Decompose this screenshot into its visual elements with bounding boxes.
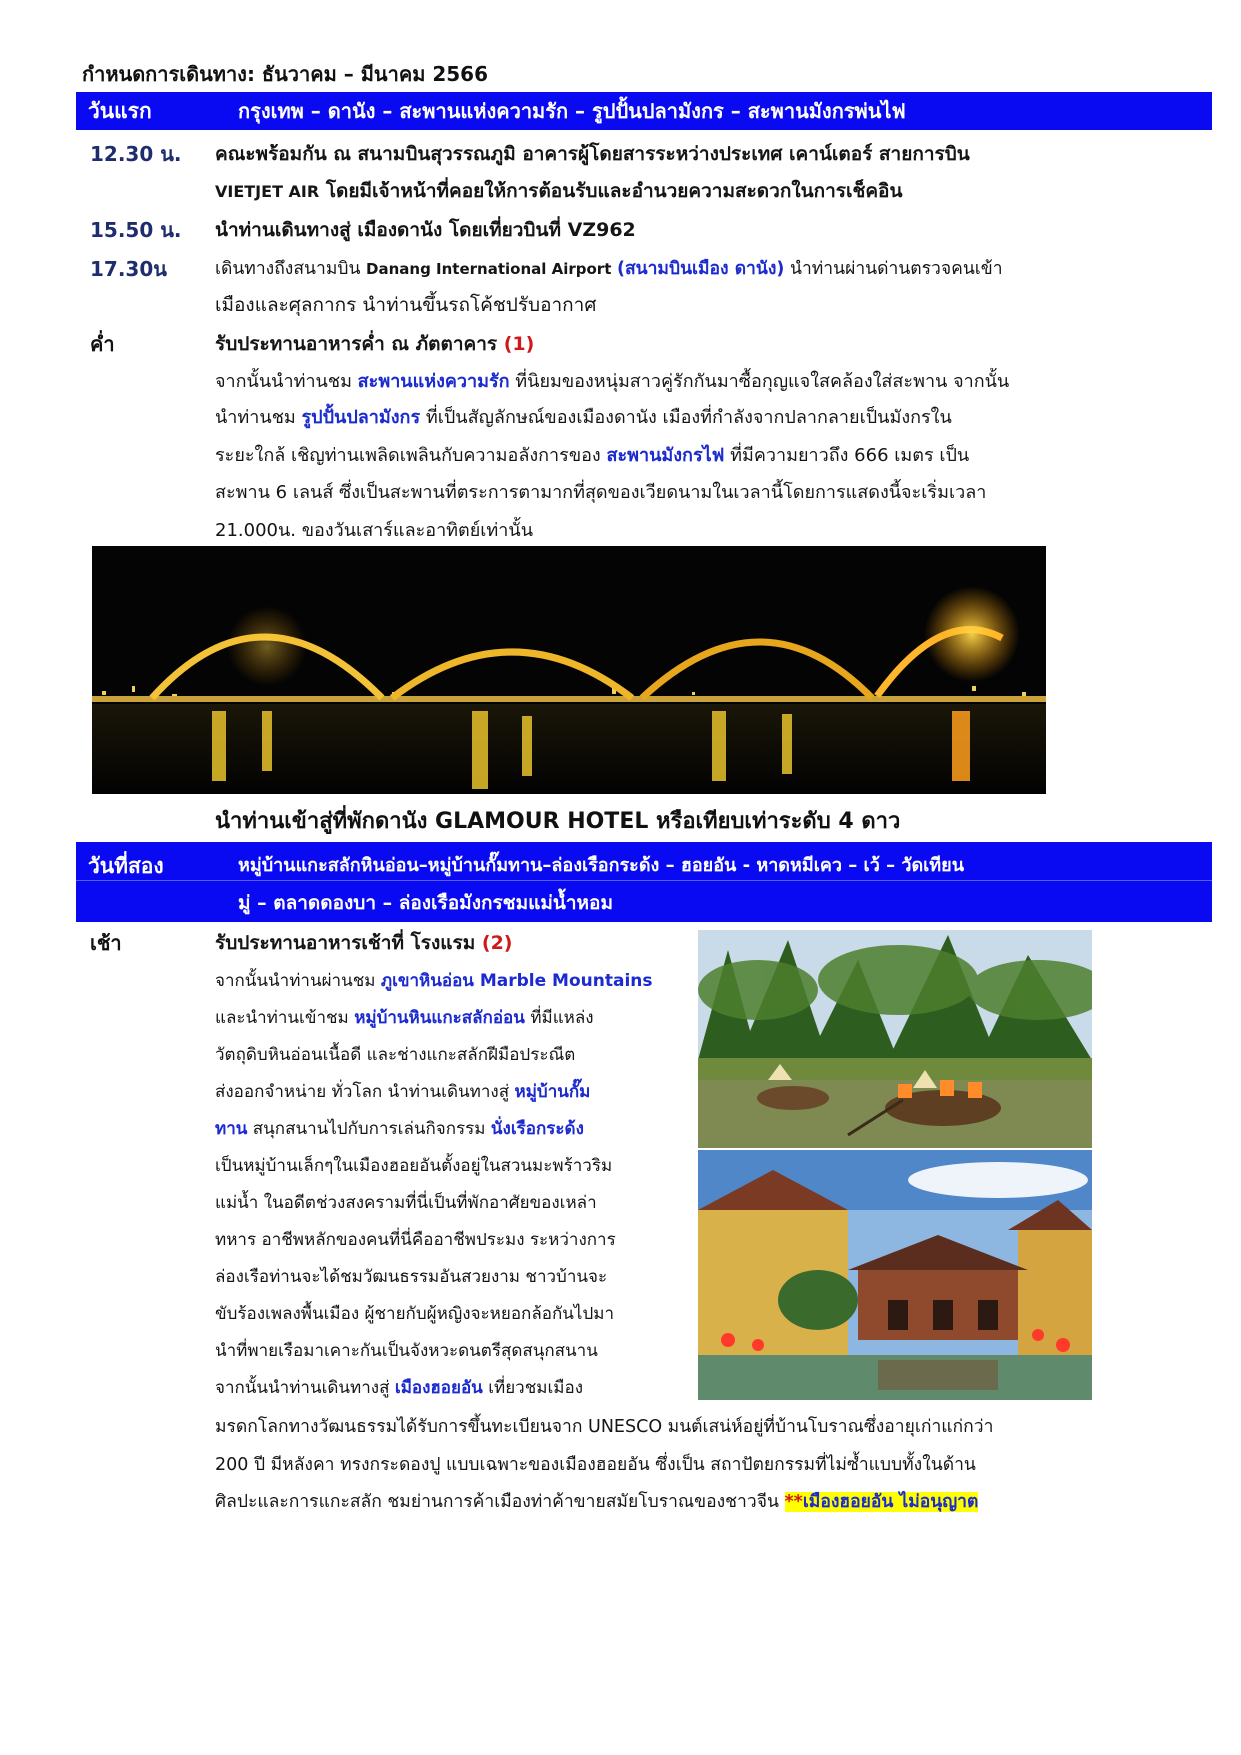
d2-l8: ทหาร อาชีพหลักของคนที่นี่คืออาชีพประมง ระหว่างการ	[215, 1230, 616, 1250]
kw-camthanh-2: ทาน	[215, 1119, 248, 1139]
d2-l1-a: จากนั้นนำท่านผ่านชม	[215, 971, 376, 991]
p1	[215, 365, 1009, 399]
time-1230: 12.30 น.	[90, 142, 182, 166]
meal-number-2: (2)	[481, 932, 513, 954]
d2-l6: เป็นหมู่บ้านเล็กๆในเมืองฮอยอันตั้งอยู่ในสวนมะพร้าวริม	[215, 1156, 613, 1176]
day2-title-line1: หมู่บ้านแกะสลักหินอ่อน–หมู่บ้านกั๊มทาน–ล่องเรือกระด้ง – ฮอยอัน - หาดหมีเคว – เว้ – วัดเทียน	[238, 855, 965, 876]
d2-l10: ขับร้องเพลงพื้นเมือง ผู้ชายกับผู้หญิงจะหยอกล้อกันไปมา	[215, 1304, 614, 1324]
airport-paren: (สนามบินเมือง ดานัง)	[616, 259, 785, 279]
p3-a: ระยะใกล้ เชิญท่านเพลิดเพลินกับความอลังการของ	[215, 445, 601, 466]
breakfast-line	[215, 926, 512, 960]
d2-l15-a: ศิลปะและการแกะสลัก ชมย่านการค้าเมืองท่าค้าขายสมัยโบราณของชาวจีน	[215, 1492, 779, 1512]
d2-l3: วัตถุดิบหินอ่อนเนื้อดี และช่างแกะสลักฝีมือประณีต	[215, 1045, 576, 1065]
dinner-label: ค่ำ	[90, 332, 115, 356]
t3-line2: เมืองและศุลกากร นำท่านขึ้นรถโค้ชปรับอากาศ	[215, 294, 597, 316]
kw-marble-mountains: ภูเขาหินอ่อน Marble Mountains	[380, 971, 653, 991]
dinner-line	[215, 327, 534, 361]
t3-line1	[215, 252, 1003, 286]
kw-basket-boat: นั่งเรือกระด้ง	[490, 1119, 584, 1139]
dinner-text: รับประทานอาหารค่ำ ณ ภัตตาคาร	[215, 333, 498, 355]
p1-a: จากนั้นนำท่านชม	[215, 371, 352, 392]
t1-line2	[215, 174, 902, 209]
d2-l7: แม่น้ำ ในอดีตช่วงสงครามที่นี่เป็นที่พักอาศัยของเหล่า	[215, 1193, 597, 1213]
p3-b: ที่มีความยาวถึง 666 เมตร เป็น	[730, 445, 970, 466]
breakfast-label: เช้า	[90, 931, 122, 955]
day2-title-line2: มู่ – ตลาดดองบา – ล่องเรือมังกรชมแม่น้ำหอม	[238, 892, 613, 914]
day1-banner	[76, 92, 1212, 130]
hoian-note-highlight: **เมืองฮอยอัน ไม่อนุญาต	[784, 1492, 979, 1512]
t2-text: นำท่านเดินทางสู่ เมืองดานัง โดยเที่ยวบินที่ VZ962	[215, 219, 636, 241]
dragon-bridge-photo	[92, 546, 1046, 794]
d2-l12-b: เที่ยวชมเมือง	[488, 1378, 583, 1398]
time-1550: 15.50 น.	[90, 218, 182, 242]
kw-camthanh-1: หมู่บ้านกั๊ม	[514, 1082, 591, 1102]
time-1730: 17.30น	[90, 257, 167, 281]
t3-b: นำท่านผ่านด่านตรวจคนเข้า	[789, 259, 1003, 279]
kw-stone-village: หมู่บ้านหินแกะสลักอ่อน	[354, 1008, 525, 1028]
p2-b: ที่เป็นสัญลักษณ์ของเมืองดานัง เมืองที่กำลังจากปลากลายเป็นมังกรใน	[425, 407, 952, 428]
p2	[215, 401, 952, 435]
d2-l15	[215, 1485, 978, 1519]
d2-l11: นำที่พายเรือมาเคาะกันเป็นจังหวะดนตรีสุดสนุกสนาน	[215, 1341, 598, 1361]
day1-title: กรุงเทพ – ดานัง – สะพานแห่งความรัก – รูปปั้นปลามังกร – สะพานมังกรพ่นไฟ	[238, 99, 906, 123]
d2-l2-a: และนำท่านเข้าชม	[215, 1008, 349, 1028]
d2-l5	[215, 1112, 584, 1146]
band-divider	[76, 880, 1212, 881]
kw-carp-dragon: รูปปั้นปลามังกร	[301, 407, 421, 428]
schedule-header: กำหนดการเดินทาง: ธันวาคม – มีนาคม 2566	[82, 62, 489, 86]
p5: 21.000น. ของวันเสาร์และอาทิตย์เท่านั้น	[215, 520, 534, 541]
d2-l1	[215, 964, 653, 998]
d2-l12-a: จากนั้นนำท่านเดินทางสู่	[215, 1378, 390, 1398]
d2-l4-a: ส่งออกจำหน่าย ทั่วโลก นำท่านเดินทางสู่	[215, 1082, 510, 1102]
d2-l4	[215, 1075, 590, 1109]
day1-label: วันแรก	[88, 99, 152, 123]
kw-hoian: เมืองฮอยอัน	[394, 1378, 483, 1398]
airline-name: VIETJET AIR	[215, 182, 320, 201]
d2-l9: ล่องเรือท่านจะได้ชมวัฒนธรรมอันสวยงาม ชาวบ้านจะ	[215, 1267, 608, 1287]
p4: สะพาน 6 เลนส์ ซึ่งเป็นสะพานที่ตระการตามากที่สุดของเวียดนามในเวลานี้โดยการแสดงนี้จะเริ่มเวลา	[215, 482, 987, 503]
hotel-line: นำท่านเข้าสู่ที่พักดานัง GLAMOUR HOTEL หรือเทียบเท่าระดับ 4 ดาว	[215, 809, 901, 834]
d2-l12	[215, 1371, 583, 1405]
breakfast-text: รับประทานอาหารเช้าที่ โรงแรม	[215, 932, 476, 954]
kw-love-bridge: สะพานแห่งความรัก	[357, 371, 510, 392]
meal-number-1: (1)	[503, 333, 535, 355]
d2-l14: 200 ปี มีหลังคา ทรงกระดองปู แบบเฉพาะของเมืองฮอยอัน ซึ่งเป็น สถาปัตยกรรมที่ไม่ซ้ำแบบทั้งในด้าน	[215, 1455, 976, 1475]
day2-banner	[76, 842, 1212, 922]
basket-boat-photo	[698, 930, 1092, 1148]
p2-a: นำท่านชม	[215, 407, 296, 428]
kw-dragon-bridge: สะพานมังกรไฟ	[606, 445, 725, 466]
d2-l5-a: สนุกสนานไปกับการเล่นกิจกรรม	[252, 1119, 486, 1139]
t3-a: เดินทางถึงสนามบิน	[215, 259, 361, 279]
day2-label: วันที่สอง	[88, 854, 164, 878]
t1-line1: คณะพร้อมกัน ณ สนามบินสุวรรณภูมิ อาคารผู้โดยสารระหว่างประเทศ เคาน์เตอร์ สายการบิน	[215, 143, 970, 165]
p3	[215, 439, 969, 473]
d2-l2	[215, 1001, 594, 1035]
airport-name: Danang International Airport	[366, 260, 612, 278]
hoian-bridge-photo	[698, 1150, 1092, 1400]
t1-line2-text: โดยมีเจ้าหน้าที่คอยให้การต้อนรับและอำนวยความสะดวกในการเช็คอิน	[325, 180, 903, 202]
d2-l13: มรดกโลกทางวัฒนธรรมได้รับการขึ้นทะเบียนจาก UNESCO มนต์เสน่ห์อยู่ที่บ้านโบราณซึ่งอายุเก่าแก่กว่า	[215, 1417, 994, 1437]
p1-b: ที่นิยมของหนุ่มสาวคู่รักกันมาซื้อกุญแจใสคล้องใส่สะพาน จากนั้น	[515, 371, 1010, 392]
d2-l2-b: ที่มีแหล่ง	[530, 1008, 594, 1028]
